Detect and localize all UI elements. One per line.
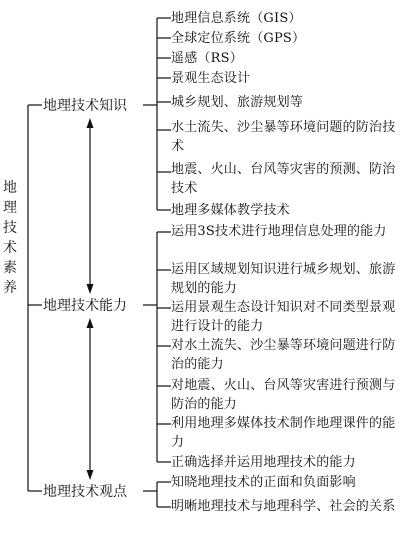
leaf-ability-disaster: 对地震、火山、台风等灾害进行预测与防治的能力 [171, 378, 396, 412]
arrow-cat1-cat2-head-down [87, 284, 94, 294]
arrow-cat2-cat3-head-down [87, 470, 94, 480]
arrow-cat2-cat3-head-up [87, 318, 94, 328]
leaf-ability-3s: 运用3S技术进行地理信息处理的能力 [171, 224, 387, 239]
arrow-cat1-cat2-head-up [87, 118, 94, 128]
leaf-knowledge-disaster: 地震、火山、台风等灾害的预测、防治技术 [171, 162, 396, 196]
category-ability: 地理技术能力 [43, 298, 127, 314]
root-concept: 地理技术素养 [3, 180, 17, 296]
leaf-ability-selection: 正确选择并运用地理技术的能力 [171, 455, 356, 470]
leaf-ability-planning: 运用区域规划知识进行城乡规划、旅游规划的能力 [171, 262, 396, 296]
leaf-knowledge-planning: 城乡规划、旅游规划等 [171, 95, 304, 110]
leaf-knowledge-environment: 水土流失、沙尘暴等环境问题的防治技术 [171, 120, 396, 154]
leaf-knowledge-multimedia: 地理多媒体教学技术 [171, 203, 290, 218]
leaf-knowledge-gps: 全球定位系统（GPS） [171, 31, 306, 46]
leaf-ability-multimedia: 利用地理多媒体技术制作地理课件的能力 [171, 416, 396, 450]
category-knowledge: 地理技术知识 [43, 98, 127, 114]
leaf-knowledge-rs: 遥感（RS） [171, 51, 243, 66]
leaf-ability-environment: 对水土流失、沙尘暴等环境问题进行防治的能力 [171, 338, 396, 372]
leaf-knowledge-landscape: 景观生态设计 [171, 71, 251, 86]
leaf-knowledge-gis: 地理信息系统（GIS） [171, 11, 302, 26]
leaf-ability-landscape: 运用景观生态设计知识对不同类型景观进行设计的能力 [171, 300, 396, 334]
category-viewpoint: 地理技术观点 [43, 484, 127, 500]
leaf-viewpoint-impact: 知晓地理技术的正面和负面影响 [171, 475, 356, 490]
leaf-viewpoint-relationship: 明晰地理技术与地理科学、社会的关系 [171, 499, 396, 514]
